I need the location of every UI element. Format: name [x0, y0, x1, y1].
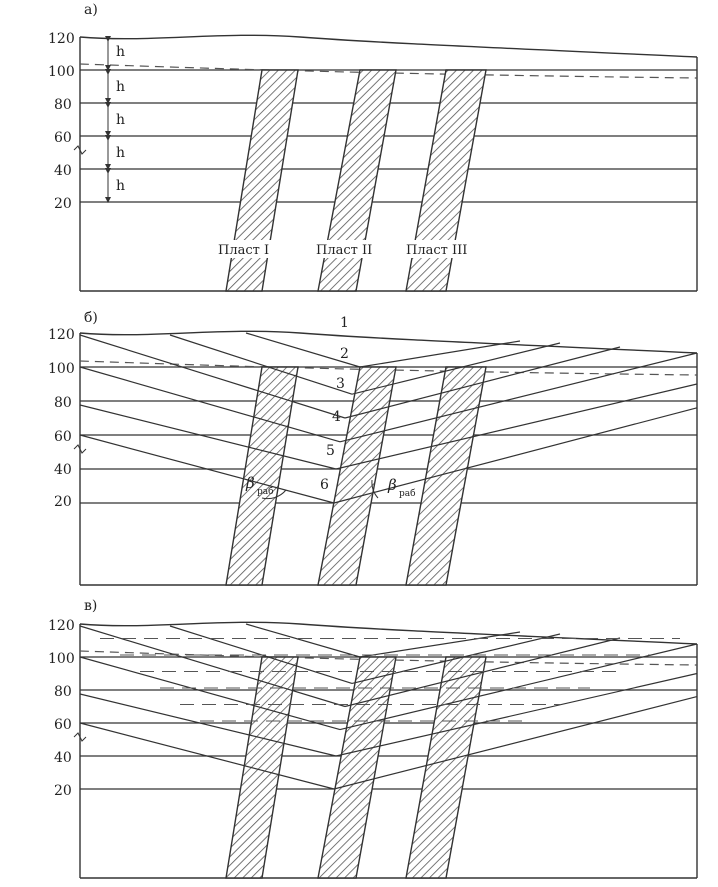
tick-label: 60 — [54, 429, 72, 445]
beta-subscript: раб — [399, 489, 416, 499]
panel-a-ticks — [48, 31, 75, 212]
tick-label: 120 — [48, 618, 75, 634]
panel-a — [74, 35, 697, 291]
ground-surface — [80, 331, 697, 353]
tick-label: 20 — [54, 196, 72, 212]
panel-b-ticks — [48, 327, 75, 510]
tick-label: 100 — [48, 64, 75, 80]
tick-label: 20 — [54, 783, 72, 799]
seam-label-2: Пласт II — [316, 243, 373, 258]
ground-surface — [80, 622, 697, 644]
tick-label: 80 — [54, 684, 72, 700]
tick-label: 60 — [54, 130, 72, 146]
seam-labels — [214, 240, 478, 258]
bench-line-left — [246, 624, 360, 657]
tick-label: 40 — [54, 163, 72, 179]
panel-c-label: в) — [84, 598, 98, 614]
tick-label: 40 — [54, 750, 72, 766]
seam-label-1: Пласт I — [218, 243, 270, 258]
bench-number: 6 — [320, 477, 329, 493]
bench-number: 2 — [340, 346, 349, 362]
bench-line-right — [360, 632, 520, 657]
panel-c — [74, 622, 697, 878]
tick-label: 80 — [54, 97, 72, 113]
seam-label-3: Пласт III — [406, 243, 468, 258]
h-label: h — [116, 79, 126, 95]
beta-symbol: β — [388, 476, 397, 494]
bench-line-left — [80, 694, 336, 756]
bench-line-right — [360, 341, 520, 367]
tick-label: 60 — [54, 717, 72, 733]
panel-a-label: а) — [84, 2, 98, 18]
h-label: h — [116, 145, 126, 161]
bench-number: 1 — [340, 315, 349, 331]
tick-label: 100 — [48, 361, 75, 377]
bench-line-right — [334, 697, 697, 789]
bench-number: 3 — [336, 376, 345, 392]
bench-number: 5 — [326, 443, 335, 459]
tick-label: 100 — [48, 651, 75, 667]
bench-line-left — [80, 405, 336, 469]
tick-label: 40 — [54, 462, 72, 478]
tick-label: 120 — [48, 327, 75, 343]
beta-angle-right — [387, 476, 416, 499]
beta-symbol: β — [246, 474, 255, 492]
h-label: h — [116, 178, 126, 194]
beta-subscript: раб — [257, 487, 274, 497]
seam-2 — [318, 367, 396, 585]
panel-b-label: б) — [84, 310, 98, 326]
tick-label: 120 — [48, 31, 75, 47]
tick-label: 20 — [54, 494, 72, 510]
h-label: h — [116, 112, 126, 128]
panel-c-ticks — [48, 618, 75, 799]
ground-surface — [80, 35, 697, 57]
panel-b — [74, 331, 697, 585]
h-label: h — [116, 44, 126, 60]
bench-number: 4 — [332, 409, 341, 425]
tick-label: 80 — [54, 395, 72, 411]
panel-a-h-labels — [116, 44, 125, 194]
